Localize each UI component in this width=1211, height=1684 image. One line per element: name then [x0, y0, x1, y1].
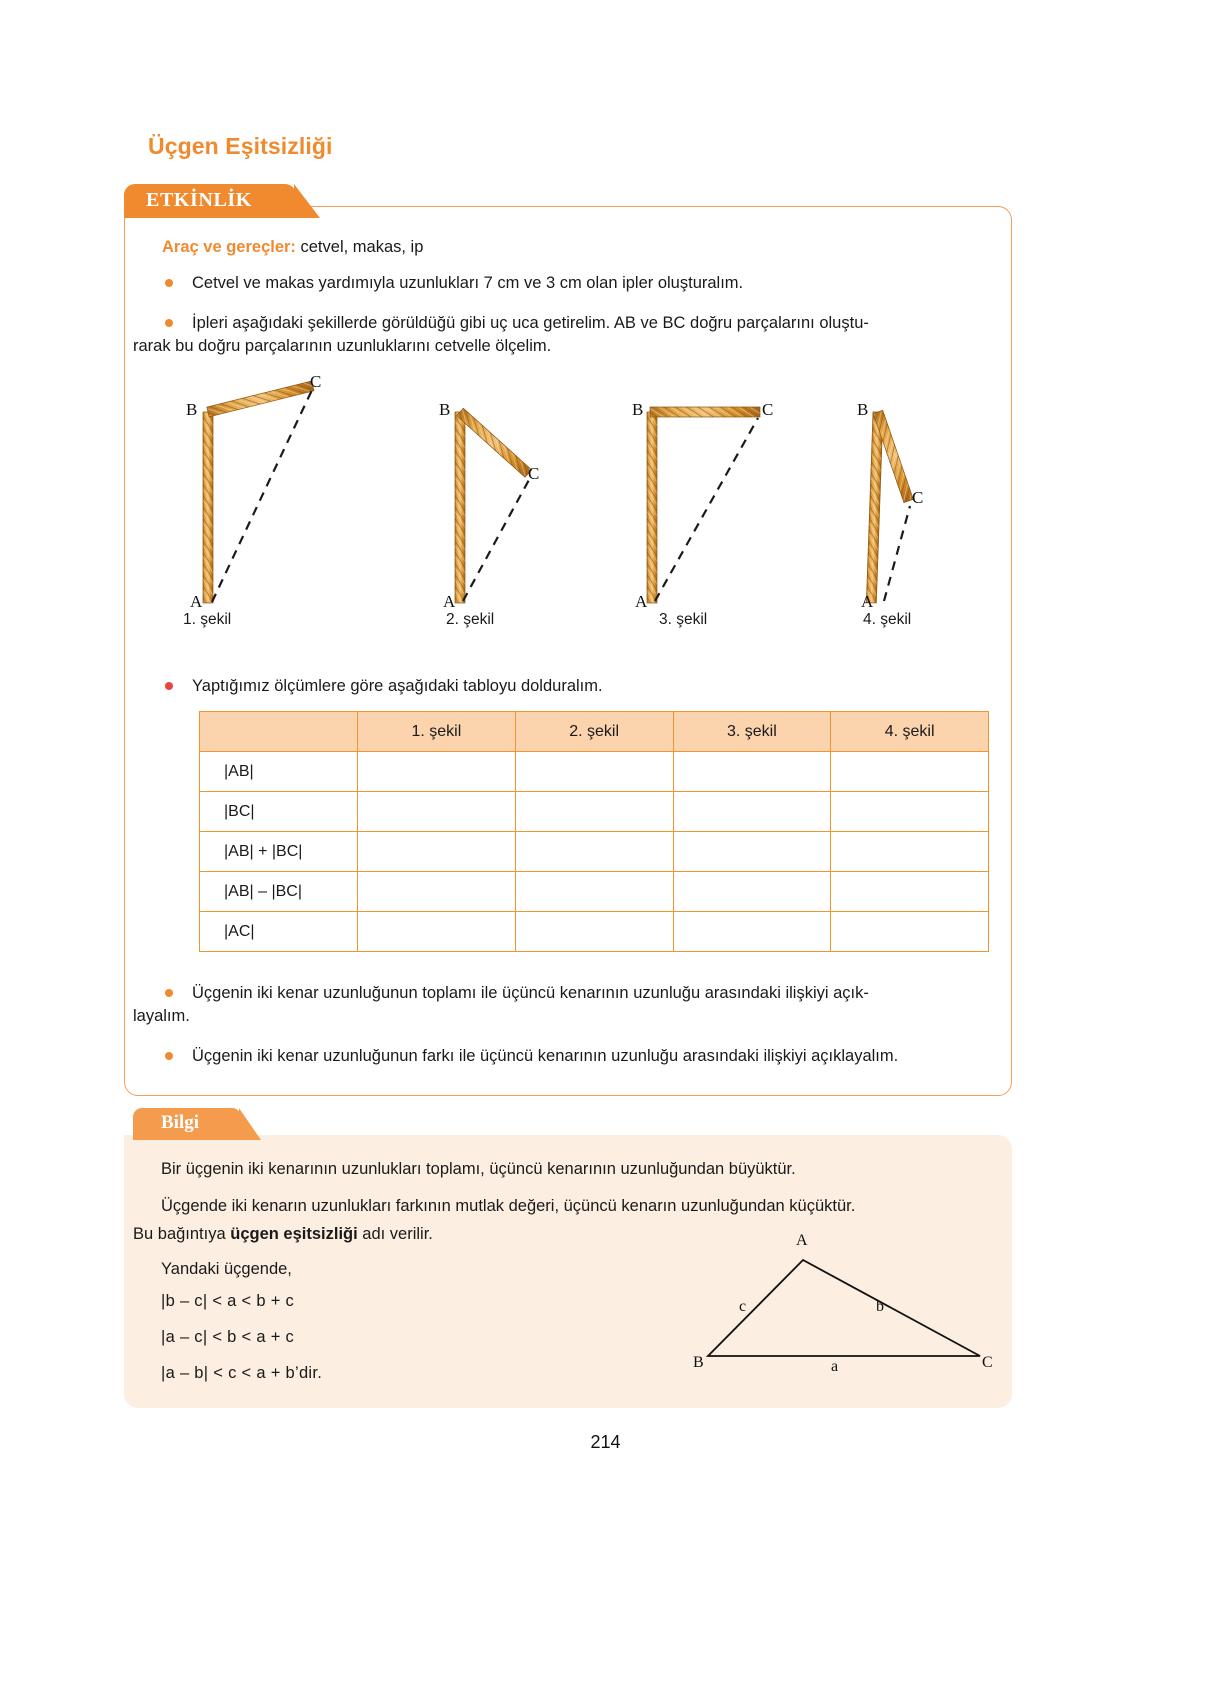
table-cell[interactable] — [515, 912, 673, 952]
figure-2-shape — [455, 408, 532, 603]
activity-bullet-5-text: Üçgenin iki kenar uzunluğunun farkı ile üçüncü kenarının uzunluğu arasındaki ilişkiyi açıklayalım. — [192, 1047, 899, 1065]
figure-2-label-b: B — [439, 400, 451, 419]
figure-4-shape — [866, 410, 913, 603]
info-paragraph-3: Yandaki üçgende, — [161, 1260, 292, 1278]
activity-tab — [124, 184, 296, 218]
activity-bullet-5 — [192, 1043, 1007, 1070]
table-row — [200, 792, 989, 832]
table-cell[interactable] — [515, 832, 673, 872]
figure-4-dashed-ac — [884, 506, 910, 601]
table-row-label: |BC| — [200, 792, 358, 832]
activity-bullet-2 — [192, 310, 1012, 337]
activity-bullet-2-continuation: rarak bu doğru parçalarının uzunluklarını cetvelle ölçelim. — [133, 337, 552, 355]
figure-1-label-c: C — [310, 372, 322, 391]
table-cell[interactable] — [358, 832, 516, 872]
figure-2-label-a: A — [443, 592, 456, 611]
figure-3-label-c: C — [762, 400, 774, 419]
figure-2-caption: 2. şekil — [446, 611, 495, 628]
info-tab — [133, 1108, 241, 1140]
activity-bullet-1 — [192, 270, 1002, 297]
figure-4-label-a: A — [861, 592, 874, 611]
rope-figures-group — [160, 368, 970, 633]
table-row — [200, 752, 989, 792]
table-col-1: 1. şekil — [358, 712, 516, 752]
table-cell[interactable] — [831, 912, 989, 952]
table-cell[interactable] — [358, 792, 516, 832]
info-term-bold: üçgen eşitsizliği — [230, 1225, 358, 1243]
info-p2b-pre: Bu bağıntıya — [133, 1225, 231, 1243]
figure-2-dashed-ac — [463, 478, 530, 601]
measurement-table — [199, 711, 989, 952]
table-cell[interactable] — [673, 872, 831, 912]
figure-1-caption: 1. şekil — [183, 611, 232, 628]
table-cell[interactable] — [673, 792, 831, 832]
triangle-side-b: b — [876, 1298, 884, 1315]
table-cell[interactable] — [515, 792, 673, 832]
figure-3-label-a: A — [635, 592, 648, 611]
figure-3-shape — [647, 407, 760, 603]
table-cell[interactable] — [831, 752, 989, 792]
activity-bullet-2-text: İpleri aşağıdaki şekillerde görüldüğü gibi uç uca getirelim. AB ve BC doğru parçalarını oluştu- — [192, 314, 869, 332]
bullet-dot-icon — [165, 1052, 173, 1060]
info-paragraph-2: Üçgende iki kenarın uzunlukları farkının mutlak değeri, üçüncü kenarın uzunluğundan küçüktür. — [161, 1197, 856, 1215]
info-formula-1: |b – c| < a < b + c — [161, 1292, 295, 1310]
table-cell[interactable] — [673, 832, 831, 872]
triangle-vertex-a: A — [796, 1232, 808, 1249]
figure-4-label-b: B — [857, 400, 869, 419]
bullet-dot-icon — [165, 279, 173, 287]
info-paragraph-1: Bir üçgenin iki kenarının uzunlukları toplamı, üçüncü kenarının uzunluğundan büyüktür. — [161, 1160, 796, 1178]
table-row-label: |AB| — [200, 752, 358, 792]
bullet-dot-icon — [165, 319, 173, 327]
table-col-4: 4. şekil — [831, 712, 989, 752]
table-cell[interactable] — [515, 872, 673, 912]
activity-bullet-4-continuation: layalım. — [133, 1007, 190, 1025]
table-col-2: 2. şekil — [515, 712, 673, 752]
activity-bullet-4 — [192, 980, 1004, 1007]
table-row-label: |AB| + |BC| — [200, 832, 358, 872]
materials-line — [162, 238, 423, 257]
triangle-vertex-b: B — [693, 1354, 704, 1371]
figure-3-dashed-ac — [655, 418, 758, 601]
info-formula-3: |a – b| < c < a + b’dir. — [161, 1364, 323, 1382]
table-row — [200, 872, 989, 912]
triangle-vertex-c: C — [982, 1354, 993, 1371]
table-row-label: |AB| – |BC| — [200, 872, 358, 912]
bullet-dot-icon — [165, 682, 173, 690]
page-number: 214 — [590, 1432, 621, 1452]
table-cell[interactable] — [831, 832, 989, 872]
table-row-label: |AC| — [200, 912, 358, 952]
activity-tab-label: ETKİNLİK — [146, 189, 252, 211]
page-title: Üçgen Eşitsizliği — [148, 133, 333, 159]
table-cell[interactable] — [673, 912, 831, 952]
table-row — [200, 912, 989, 952]
materials-label: Araç ve gereçler: — [162, 238, 296, 256]
figure-3-caption: 3. şekil — [659, 611, 708, 628]
figure-2-label-c: C — [528, 464, 540, 483]
figure-1-shape — [203, 381, 314, 603]
figure-1-dashed-ac — [212, 390, 312, 602]
info-tab-label: Bilgi — [161, 1112, 200, 1133]
triangle-svg — [690, 1228, 1000, 1388]
table-cell[interactable] — [515, 752, 673, 792]
figure-3-label-b: B — [632, 400, 644, 419]
table-cell[interactable] — [831, 872, 989, 912]
materials-value: cetvel, makas, ip — [295, 238, 424, 256]
figure-4-caption: 4. şekil — [863, 611, 912, 628]
table-cell[interactable] — [358, 752, 516, 792]
triangle-outline — [708, 1260, 980, 1356]
table-col-3: 3. şekil — [673, 712, 831, 752]
table-cell[interactable] — [831, 792, 989, 832]
activity-bullet-3 — [192, 673, 1002, 700]
table-cell[interactable] — [673, 752, 831, 792]
table-corner-cell — [200, 712, 358, 752]
triangle-side-a: a — [831, 1358, 839, 1375]
activity-bullet-3-text: Yaptığımız ölçümlere göre aşağıdaki tabloyu dolduralım. — [192, 677, 603, 695]
figure-1-label-b: B — [186, 400, 198, 419]
info-p2b-post: adı verilir. — [357, 1225, 433, 1243]
table-header-row — [200, 712, 989, 752]
activity-bullet-4-text: Üçgenin iki kenar uzunluğunun toplamı ile üçüncü kenarının uzunluğu arasındaki ilişkiyi açık- — [192, 984, 869, 1002]
info-formula-2: |a – c| < b < a + c — [161, 1328, 295, 1346]
triangle-figure — [690, 1228, 1000, 1388]
table-row — [200, 832, 989, 872]
activity-bullet-1-text: Cetvel ve makas yardımıyla uzunlukları 7 cm ve 3 cm olan ipler oluşturalım. — [192, 274, 744, 292]
figure-1-label-a: A — [190, 592, 203, 611]
table-cell[interactable] — [358, 872, 516, 912]
info-paragraph-2-continuation — [133, 1220, 733, 1248]
triangle-side-c: c — [739, 1298, 747, 1315]
bullet-dot-icon — [165, 989, 173, 997]
rope-figures-svg — [160, 368, 970, 633]
table-cell[interactable] — [358, 912, 516, 952]
figure-4-label-c: C — [912, 488, 924, 507]
